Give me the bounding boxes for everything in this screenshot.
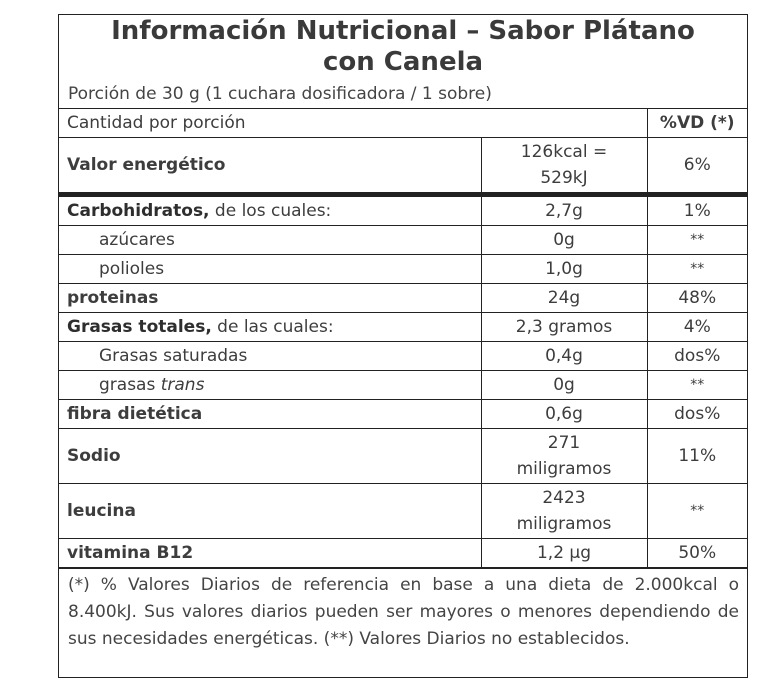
carbs-label-bold: Carbohidratos, [67,201,210,221]
energy-value [481,138,647,195]
transfat-value: 0g [481,371,647,400]
protein-label: proteinas [59,284,481,313]
polyols-value: 1,0g [481,255,647,284]
sugars-label: azúcares [59,226,481,255]
portion-size: Porción de 30 g (1 cuchara dosificadora / 1 sobre) [59,78,747,109]
leucine-row [59,484,747,539]
energy-label: Valor energético [59,138,481,195]
fat-label-bold: Grasas totales, [67,317,212,337]
sodium-value [481,429,647,484]
footnote: (*) % Valores Diarios de referencia en base a una dieta de 2.000kcal o 8.400kJ. Sus valores diarios pueden ser mayores o menores dependiendo de sus necesidades energéticas. (**) Valores Diarios no establecidos. [59,568,747,653]
transfat-row [59,371,747,400]
transfat-dv: ** [647,371,747,400]
sodium-value-number: 271 [547,433,581,453]
sodium-label: Sodio [59,429,481,484]
leucine-dv: ** [647,484,747,539]
transfat-label [59,371,481,400]
energy-kcal: 126kcal = [520,142,608,162]
satfat-dv: dos% [647,342,747,371]
sodium-row [59,429,747,484]
fat-dv: 4% [647,313,747,342]
satfat-row [59,342,747,371]
sugars-value: 0g [481,226,647,255]
protein-dv: 48% [647,284,747,313]
carbs-label [59,195,481,226]
b12-row [59,539,747,568]
protein-value: 24g [481,284,647,313]
transfat-label-prefix: grasas [99,375,161,395]
polyols-label: polioles [59,255,481,284]
leucine-value [481,484,647,539]
fat-label-rest: de las cuales: [211,317,334,337]
b12-dv: 50% [647,539,747,568]
satfat-value: 0,4g [481,342,647,371]
protein-row [59,284,747,313]
fiber-label: fibra dietética [59,400,481,429]
carbs-value: 2,7g [481,195,647,226]
carbs-label-rest: de los cuales: [209,201,332,221]
title [59,15,747,78]
energy-row [59,138,747,195]
leucine-label: leucina [59,484,481,539]
carbs-row [59,195,747,226]
polyols-row [59,255,747,284]
energy-kj: 529kJ [540,168,588,188]
leucine-value-number: 2423 [542,488,586,508]
fiber-value: 0,6g [481,400,647,429]
leucine-value-unit: miligramos [516,514,612,534]
transfat-label-italic: trans [160,375,205,395]
fat-row [59,313,747,342]
header-dv: %VD (*) [647,109,747,138]
b12-value: 1,2 µg [481,539,647,568]
satfat-label: Grasas saturadas [59,342,481,371]
fat-value: 2,3 gramos [481,313,647,342]
nutrition-table [59,109,747,568]
header-label: Cantidad por porción [59,109,647,138]
sugars-row [59,226,747,255]
energy-dv: 6% [647,138,747,195]
fiber-dv: dos% [647,400,747,429]
title-line-2: con Canela [322,47,484,77]
fiber-row [59,400,747,429]
nutrition-facts-panel [58,14,748,678]
fat-label [59,313,481,342]
sugars-dv: ** [647,226,747,255]
polyols-dv: ** [647,255,747,284]
sodium-value-unit: miligramos [516,459,612,479]
carbs-dv: 1% [647,195,747,226]
b12-label: vitamina B12 [59,539,481,568]
title-line-1: Información Nutricional – Sabor Plátano [111,16,695,46]
table-header-row [59,109,747,138]
sodium-dv: 11% [647,429,747,484]
